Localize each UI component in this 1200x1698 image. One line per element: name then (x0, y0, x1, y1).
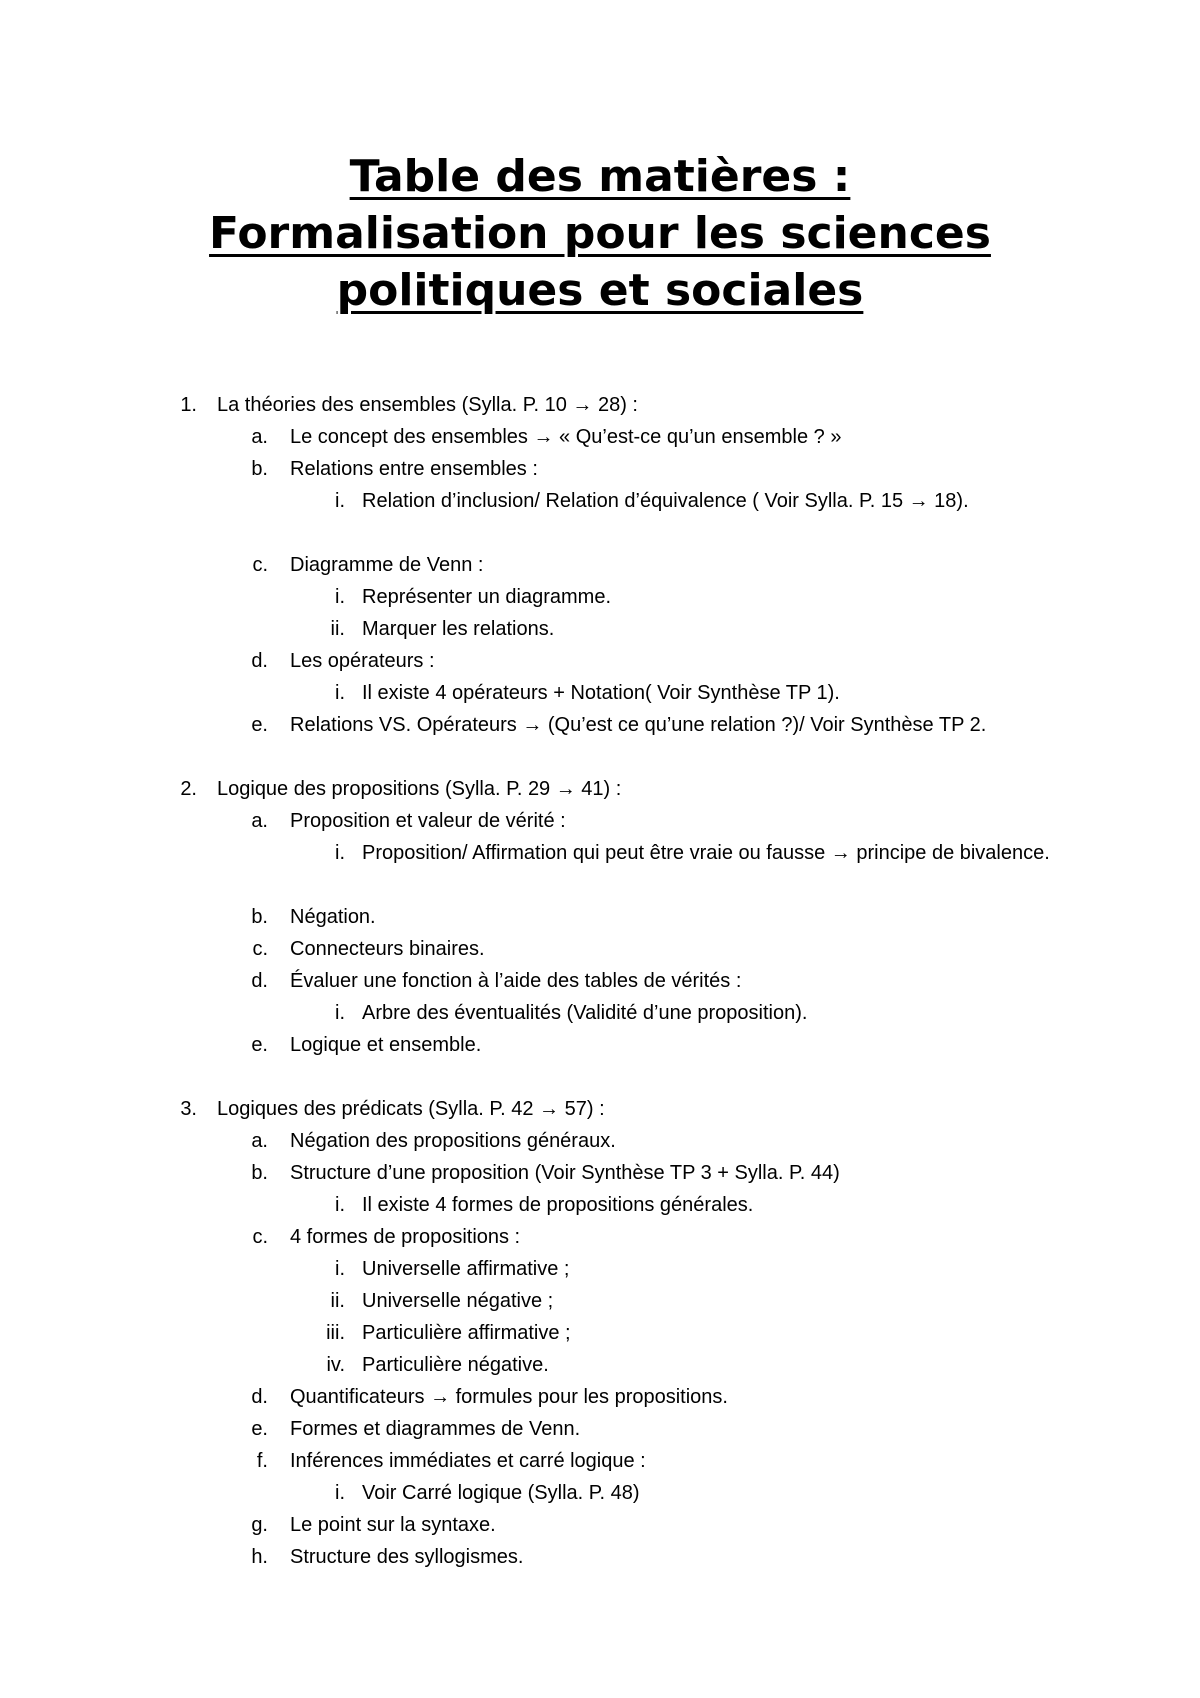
list-item (0, 1541, 1200, 1573)
list-item (0, 965, 1200, 997)
list-item-text: Particulière négative. (362, 1354, 549, 1376)
list-marker: i. (335, 682, 345, 704)
list-item-text: Proposition/ Affirmation qui peut être vraie ou fausse → principe de bivalence. (362, 842, 1050, 864)
list-item (0, 421, 1200, 453)
list-marker: i. (335, 1002, 345, 1024)
list-item-text: Négation des propositions généraux. (290, 1130, 616, 1152)
title-line-1: Table des matières : (349, 151, 851, 202)
list-item-text: Diagramme de Venn : (290, 554, 484, 576)
sub-list-item (0, 1477, 1200, 1509)
list-marker: d. (251, 970, 268, 992)
list-item-text: Le concept des ensembles → « Qu’est-ce qu’un ensemble ? » (290, 426, 842, 448)
list-item (0, 453, 1200, 485)
list-marker: ii. (330, 1290, 345, 1312)
list-item-text: Relation d’inclusion/ Relation d’équivalence ( Voir Sylla. P. 15 → 18). (362, 490, 969, 512)
list-marker: g. (251, 1514, 268, 1536)
sub-list-item (0, 581, 1200, 613)
list-marker: ii. (330, 618, 345, 640)
list-marker: d. (251, 650, 268, 672)
section-heading (0, 773, 1200, 805)
sub-list-item (0, 1189, 1200, 1221)
list-marker: 2. (180, 778, 197, 800)
list-item-text: Formes et diagrammes de Venn. (290, 1418, 581, 1440)
sub-list-item (0, 1285, 1200, 1317)
title-line-3: politiques et sociales (336, 265, 864, 316)
list-item-text: Logiques des prédicats (Sylla. P. 42 → 57) : (217, 1098, 605, 1120)
list-item-text: Structure d’une proposition (Voir Synthèse TP 3 + Sylla. P. 44) (290, 1162, 840, 1184)
sub-list-item (0, 1317, 1200, 1349)
list-marker: e. (251, 714, 268, 736)
section-spacer (0, 1061, 1200, 1093)
section-heading (0, 1093, 1200, 1125)
list-item-text: Quantificateurs → formules pour les propositions. (290, 1386, 728, 1408)
list-marker: a. (251, 810, 268, 832)
sub-list-item (0, 837, 1200, 901)
table-of-contents (0, 389, 1200, 1573)
sub-list-item (0, 677, 1200, 709)
list-marker: a. (251, 1130, 268, 1152)
list-marker: b. (251, 1162, 268, 1184)
list-marker: d. (251, 1386, 268, 1408)
list-marker: i. (335, 842, 345, 864)
list-item-text: Marquer les relations. (362, 618, 555, 640)
list-item (0, 1029, 1200, 1061)
list-marker: b. (251, 906, 268, 928)
list-item-text: La théories des ensembles (Sylla. P. 10 → 28) : (217, 394, 638, 416)
list-item-text: Relations entre ensembles : (290, 458, 538, 480)
list-item (0, 1221, 1200, 1253)
list-item-text: Inférences immédiates et carré logique : (290, 1450, 646, 1472)
list-marker: h. (251, 1546, 268, 1568)
list-item (0, 1445, 1200, 1477)
list-item-text: Négation. (290, 906, 376, 928)
list-item-text: 4 formes de propositions : (290, 1226, 521, 1248)
list-item (0, 1509, 1200, 1541)
list-marker: b. (251, 458, 268, 480)
list-marker: i. (335, 1194, 345, 1216)
list-item-text: Logique et ensemble. (290, 1034, 482, 1056)
list-marker: f. (256, 1450, 268, 1472)
list-item (0, 1413, 1200, 1445)
list-marker: i. (335, 1258, 345, 1280)
list-item (0, 645, 1200, 677)
list-item-text: Particulière affirmative ; (362, 1322, 571, 1344)
list-item-text: Connecteurs binaires. (290, 938, 485, 960)
list-item-text: Le point sur la syntaxe. (290, 1514, 496, 1536)
list-item (0, 549, 1200, 581)
list-item-text: Représenter un diagramme. (362, 586, 612, 608)
list-marker: e. (251, 1418, 268, 1440)
list-item-text: Il existe 4 opérateurs + Notation( Voir Synthèse TP 1). (362, 682, 840, 704)
sub-list-item (0, 1253, 1200, 1285)
sub-list-item (0, 613, 1200, 645)
list-item-text: Voir Carré logique (Sylla. P. 48) (362, 1482, 640, 1504)
list-item-text: Universelle négative ; (362, 1290, 554, 1312)
list-item-text: Il existe 4 formes de propositions générales. (362, 1194, 754, 1216)
list-item (0, 901, 1200, 933)
list-item-text: Les opérateurs : (290, 650, 435, 672)
list-marker: 3. (180, 1098, 197, 1120)
list-marker: i. (335, 586, 345, 608)
list-marker: c. (252, 1226, 268, 1248)
sub-list-item (0, 1349, 1200, 1381)
list-marker: 1. (180, 394, 197, 416)
list-item (0, 709, 1200, 741)
list-marker: c. (252, 554, 268, 576)
list-item-text: Structure des syllogismes. (290, 1546, 524, 1568)
list-item-text: Arbre des éventualités (Validité d’une proposition). (362, 1002, 808, 1024)
list-item-text: Relations VS. Opérateurs → (Qu’est ce qu’une relation ?)/ Voir Synthèse TP 2. (290, 714, 987, 736)
list-item-text: Proposition et valeur de vérité : (290, 810, 566, 832)
list-item (0, 1157, 1200, 1189)
sub-list-item (0, 997, 1200, 1029)
sub-list-item (0, 485, 1200, 549)
list-item-text: Logique des propositions (Sylla. P. 29 → 41) : (217, 778, 622, 800)
list-item (0, 1381, 1200, 1413)
title-line-2: Formalisation pour les sciences (209, 208, 991, 259)
list-marker: i. (335, 1482, 345, 1504)
list-item (0, 1125, 1200, 1157)
list-marker: iv. (326, 1354, 345, 1376)
list-item (0, 933, 1200, 965)
list-item-text: Universelle affirmative ; (362, 1258, 570, 1280)
list-marker: e. (251, 1034, 268, 1056)
list-marker: c. (252, 938, 268, 960)
list-item (0, 805, 1200, 837)
list-marker: iii. (326, 1322, 345, 1344)
section-heading (0, 389, 1200, 421)
list-item-text: Évaluer une fonction à l’aide des tables de vérités : (290, 970, 742, 992)
page-title (100, 148, 1100, 319)
list-marker: i. (335, 490, 345, 512)
list-marker: a. (251, 426, 268, 448)
section-spacer (0, 741, 1200, 773)
